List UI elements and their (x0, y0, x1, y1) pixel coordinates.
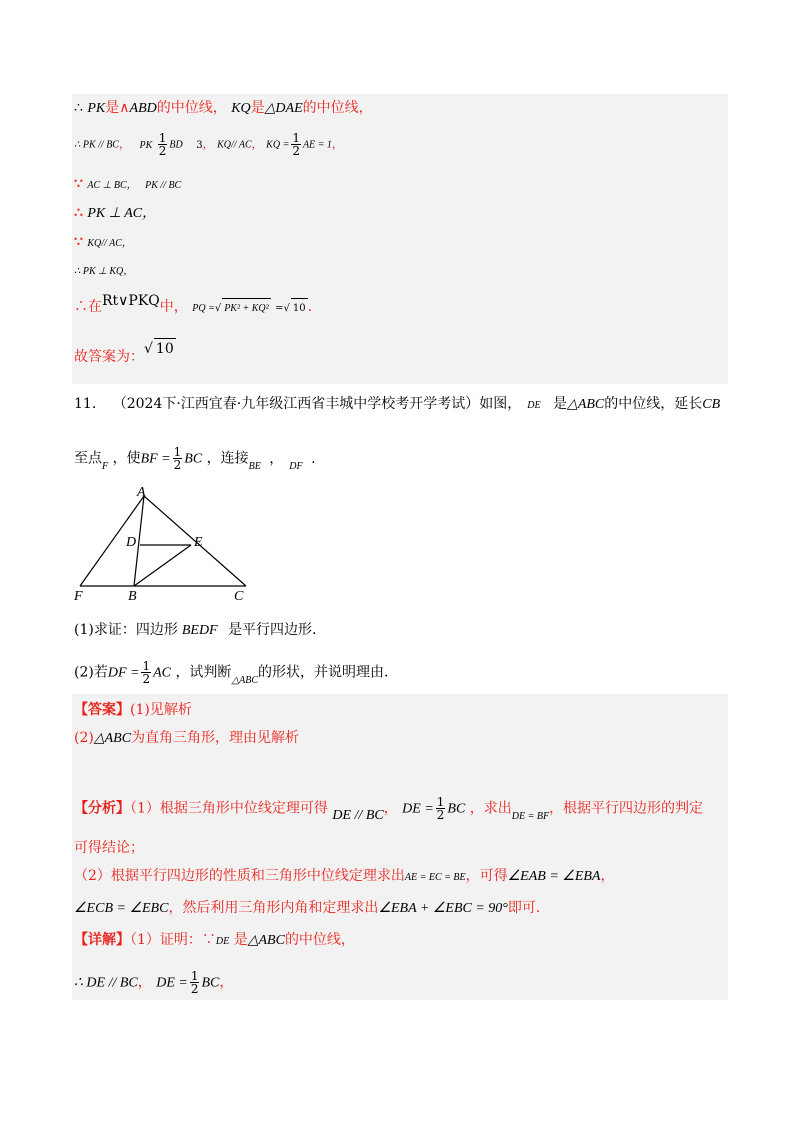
frac-num: 1 (436, 795, 445, 809)
math-pk-parallel-bc: PK // BC (145, 180, 182, 191)
text: 为直角三角形，理由见解析 (131, 730, 300, 746)
label-e: E (194, 535, 203, 550)
text: ，试判断 (175, 664, 232, 681)
math-de: DE (215, 936, 230, 947)
text: 即可. (507, 900, 541, 916)
math-abd: ABD (129, 101, 157, 116)
math-f: F (102, 460, 109, 472)
analysis-tag: 【分析】 (74, 800, 130, 817)
math-kq-parallel-ac: KQ// AC (217, 139, 252, 151)
math-triangle-abc: △ABC (231, 674, 259, 686)
frac-num: 1 (190, 969, 199, 983)
text: 是∧ (105, 100, 130, 116)
math-angle-eab-eba: ∠EAB = ∠EBA (507, 869, 601, 884)
analysis-line-2 (74, 838, 144, 858)
frac-num: 1 (142, 659, 151, 673)
math-de-parallel-bc: ∴ DE // BC (74, 975, 138, 991)
math-triangle-dae: △DAE (264, 101, 303, 116)
text: ，使 (112, 450, 141, 467)
segment-be (134, 545, 191, 586)
math-angle-ecb-ebc: ∠ECB = ∠EBC (74, 901, 169, 916)
text: (2) (74, 730, 94, 746)
text: 的中位线，延长 (604, 396, 703, 412)
math-de-eq: DE = (402, 801, 434, 817)
problem-line-1 (74, 394, 720, 416)
label-a: A (137, 485, 146, 500)
math-kq: KQ (231, 101, 251, 116)
fraction-half (173, 446, 183, 471)
prev-line-8: 故答案为：√ 10 (74, 346, 176, 367)
math-pk: PK (139, 139, 153, 151)
math-ae-ec-be: AE = EC = BE (404, 872, 466, 883)
problem-number: 11. (74, 396, 97, 412)
math-de-eq: DE = (156, 975, 188, 991)
math-pk-parallel-bc: ∴ PK // BC (74, 139, 119, 151)
text: ， (269, 450, 284, 467)
answer-tag: 【答案】 (74, 702, 130, 718)
detail-line-2 (74, 970, 233, 995)
text: (2)若 (74, 664, 108, 681)
text: （1）证明：∵ (130, 932, 216, 948)
fraction-half (190, 970, 200, 995)
frac-num: 1 (173, 445, 182, 459)
math-df: DF (289, 460, 303, 472)
therefore-symbol: ∴ (74, 100, 83, 116)
prev-line-2: ∴ PK // BC， PK $\frac{1}{2}$ BD 3， KQ// AC， KQ = $\frac{1}{2}$ AE = 1， (74, 131, 343, 158)
math-angle-sum-90: ∠EBA + ∠EBC = 90° (378, 901, 508, 916)
math-three: 3 (196, 139, 203, 151)
math-kq-eq: KQ = (266, 139, 290, 151)
text: （2）根据平行四边形的性质和三角形中位线定理求出 (74, 868, 405, 884)
math-bd: BD (169, 139, 183, 151)
frac-den: 2 (173, 458, 182, 472)
math-pq-eq: PQ = (192, 303, 215, 314)
text: . (307, 299, 313, 315)
fraction-half (141, 660, 151, 685)
label-b: B (128, 589, 137, 604)
math-ae-eq-1: AE = 1 (302, 139, 332, 151)
math-bf-eq: BF = (140, 451, 171, 467)
fraction-half (158, 132, 168, 157)
text: 的中位线， (284, 932, 355, 948)
answer-line-1 (74, 700, 192, 720)
analysis-line-1 (74, 796, 703, 821)
frac-den: 2 (436, 808, 445, 822)
math-ac-perp-bc: AC ⊥ BC， (87, 180, 137, 191)
math-radicand: PK² + KQ² (222, 298, 270, 319)
detail-line-1 (74, 930, 355, 952)
text: 的中位线， (302, 100, 373, 116)
math-pk: PK (87, 101, 106, 116)
math-be: BE (248, 460, 261, 472)
question-2 (74, 660, 388, 685)
math-de: DE (527, 400, 541, 411)
text: （1）根据三角形中位线定理可得 (130, 800, 328, 817)
text: ，可得 (465, 868, 508, 884)
text: ，连接 (206, 450, 249, 467)
math-eq: = (275, 303, 284, 314)
math-radicand: 10 (291, 298, 308, 319)
frac-den: 2 (292, 144, 300, 158)
math-triangle-abc: △ABC (93, 731, 132, 746)
prev-line-5 (74, 232, 132, 254)
text: 是 (250, 100, 265, 116)
math-pk-perp-kq: ∴ PK ⊥ KQ， (74, 266, 134, 277)
text: ，求出 (469, 800, 512, 817)
prev-line-1 (74, 98, 373, 119)
text: 的中位线， (156, 100, 227, 116)
math-cb: CB (702, 397, 721, 412)
text: 可得结论； (74, 840, 144, 856)
frac-num: 1 (158, 131, 167, 145)
text: ，根据平行四边形的判定 (549, 800, 704, 817)
text: ， (383, 800, 398, 817)
therefore-symbol: ∴ (74, 205, 83, 221)
math-bc: BC (447, 801, 466, 817)
math-pk-perp-ac: PK ⊥ AC， (87, 206, 157, 221)
label-d: D (126, 535, 137, 550)
text: ∴在 (74, 299, 102, 315)
math-rt-pkq: Rt∨PKQ (102, 293, 160, 309)
geometry-figure (70, 484, 260, 604)
math-kq-parallel-ac: KQ// AC， (87, 238, 132, 249)
frac-den: 2 (142, 672, 151, 686)
frac-den: 2 (190, 982, 199, 996)
math-bc: BC (184, 451, 203, 467)
math-df-eq: DF = (107, 665, 140, 681)
text: ， (600, 868, 615, 884)
prev-line-7: ∴在Rt∨PKQ中， PQ =√ PK² + KQ² =√ 10 . (74, 297, 312, 319)
math-triangle-abc: △ABC (567, 397, 605, 412)
fraction-half (291, 132, 301, 157)
because-symbol: ∵ (74, 234, 83, 250)
final-answer-label: 故答案为： (74, 349, 144, 365)
analysis-line-3 (74, 866, 614, 888)
text: ， (219, 974, 234, 991)
text: ，然后利用三角形内角和定理求出 (168, 900, 379, 916)
text: 是平行四边形. (228, 622, 317, 638)
math-de-parallel-bc: DE // BC (332, 807, 384, 823)
text: 至点 (74, 450, 102, 467)
answer-line-2 (74, 728, 299, 749)
question-1 (74, 620, 317, 641)
prev-line-4 (74, 203, 156, 224)
math-bedf: BEDF (181, 623, 218, 638)
math-de-eq-bf: DE = BF (511, 810, 550, 822)
problem-line-2 (74, 446, 316, 471)
text: ， (137, 974, 152, 991)
label-c: C (234, 589, 244, 604)
text: (1)求证：四边形 (74, 622, 178, 638)
text: 中， (159, 299, 188, 315)
text: 是 (233, 932, 248, 948)
prev-line-3 (74, 174, 181, 196)
because-symbol: ∵ (74, 176, 83, 192)
text: . (311, 450, 316, 467)
problem-source: （2024下·江西宜春·九年级江西省丰城中学校考开学考试）如图， (112, 396, 522, 412)
label-f: F (74, 589, 83, 604)
analysis-line-4 (74, 898, 540, 919)
frac-den: 2 (158, 144, 167, 158)
text: (1)见解析 (130, 702, 192, 718)
math-radicand: 10 (154, 338, 176, 359)
math-bc: BC (201, 975, 220, 991)
text: 是 (553, 396, 568, 412)
math-triangle-abc: △ABC (247, 933, 285, 948)
detail-tag: 【详解】 (74, 932, 130, 948)
prev-line-6 (74, 260, 133, 282)
math-ac: AC (153, 665, 171, 681)
text: 的形状，并说明理由. (258, 664, 389, 681)
fraction-half (436, 796, 446, 821)
frac-num: 1 (292, 131, 300, 145)
